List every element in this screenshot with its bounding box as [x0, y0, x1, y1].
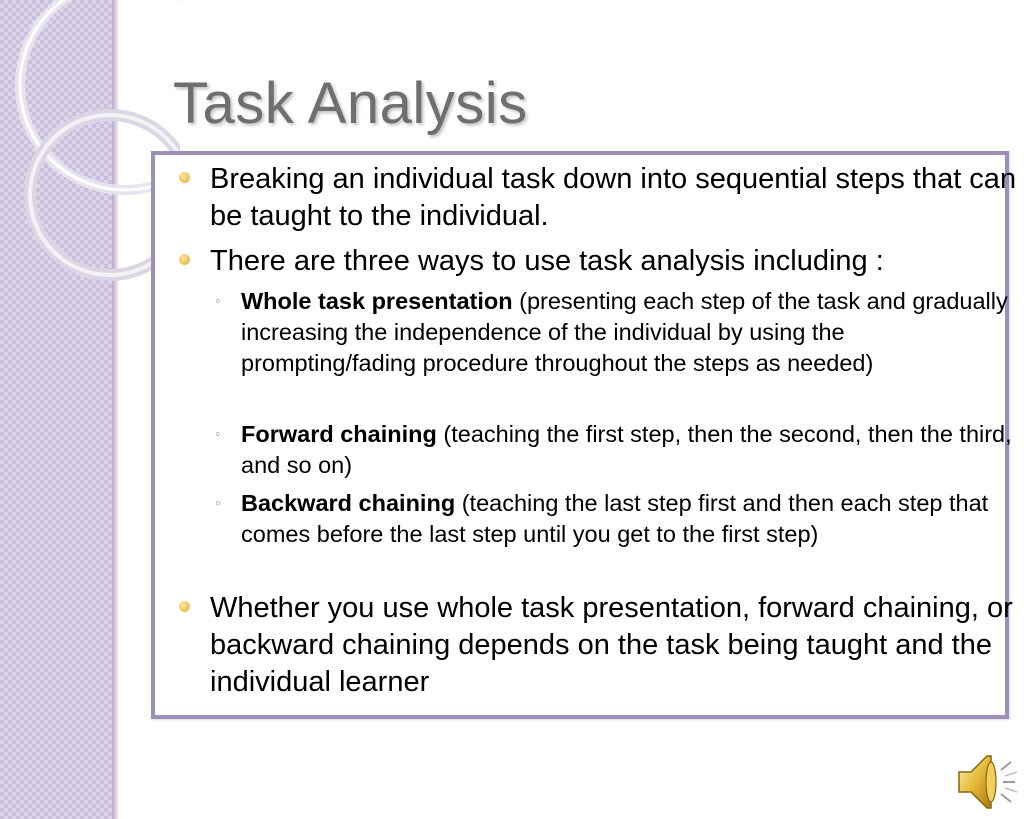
bullet-text: Whether you use whole task presentation, forward chaining, or backward chaining depends on the task being taught and the individual learner	[210, 592, 1013, 698]
bullet-item	[179, 243, 1020, 280]
sub-bullet-dot-icon: ◦	[215, 495, 221, 512]
bullet-item	[179, 161, 1020, 235]
sub-bullet-dot-icon: ◦	[215, 426, 221, 443]
sub-bullet-term: Forward chaining	[241, 421, 437, 447]
bullet-dot-icon	[179, 601, 190, 612]
bullet-dot-icon	[179, 172, 190, 183]
sub-bullet-desc: (presenting each step of the task and gradually increasing the independence of the individual by using the prompting/fading procedure throughout the steps as needed)	[241, 288, 1008, 376]
sub-bullet-term: Whole task presentation	[241, 288, 513, 314]
bullet-text: There are three ways to use task analysis including :	[210, 245, 884, 277]
slide-title: Task Analysis	[173, 71, 528, 136]
sub-bullet-desc: (teaching the last step first and then each step that comes before the last step until you get to the first step)	[241, 490, 989, 547]
speaker-icon[interactable]	[953, 748, 1021, 814]
bullet-item	[179, 590, 1020, 701]
sub-bullet-term: Backward chaining	[241, 490, 456, 516]
content-frame	[151, 151, 1017, 719]
bullet-text: Breaking an individual task down into sequential steps that can be taught to the individual.	[210, 163, 1017, 232]
sub-bullet-item	[215, 419, 1021, 481]
bullet-dot-icon	[179, 254, 190, 265]
sub-bullet-dot-icon: ◦	[215, 293, 221, 310]
sub-bullet-item	[215, 286, 1021, 379]
sub-bullet-desc: (teaching the first step, then the second, then the third, and so on)	[241, 421, 1012, 478]
sub-bullet-item	[215, 488, 1021, 550]
